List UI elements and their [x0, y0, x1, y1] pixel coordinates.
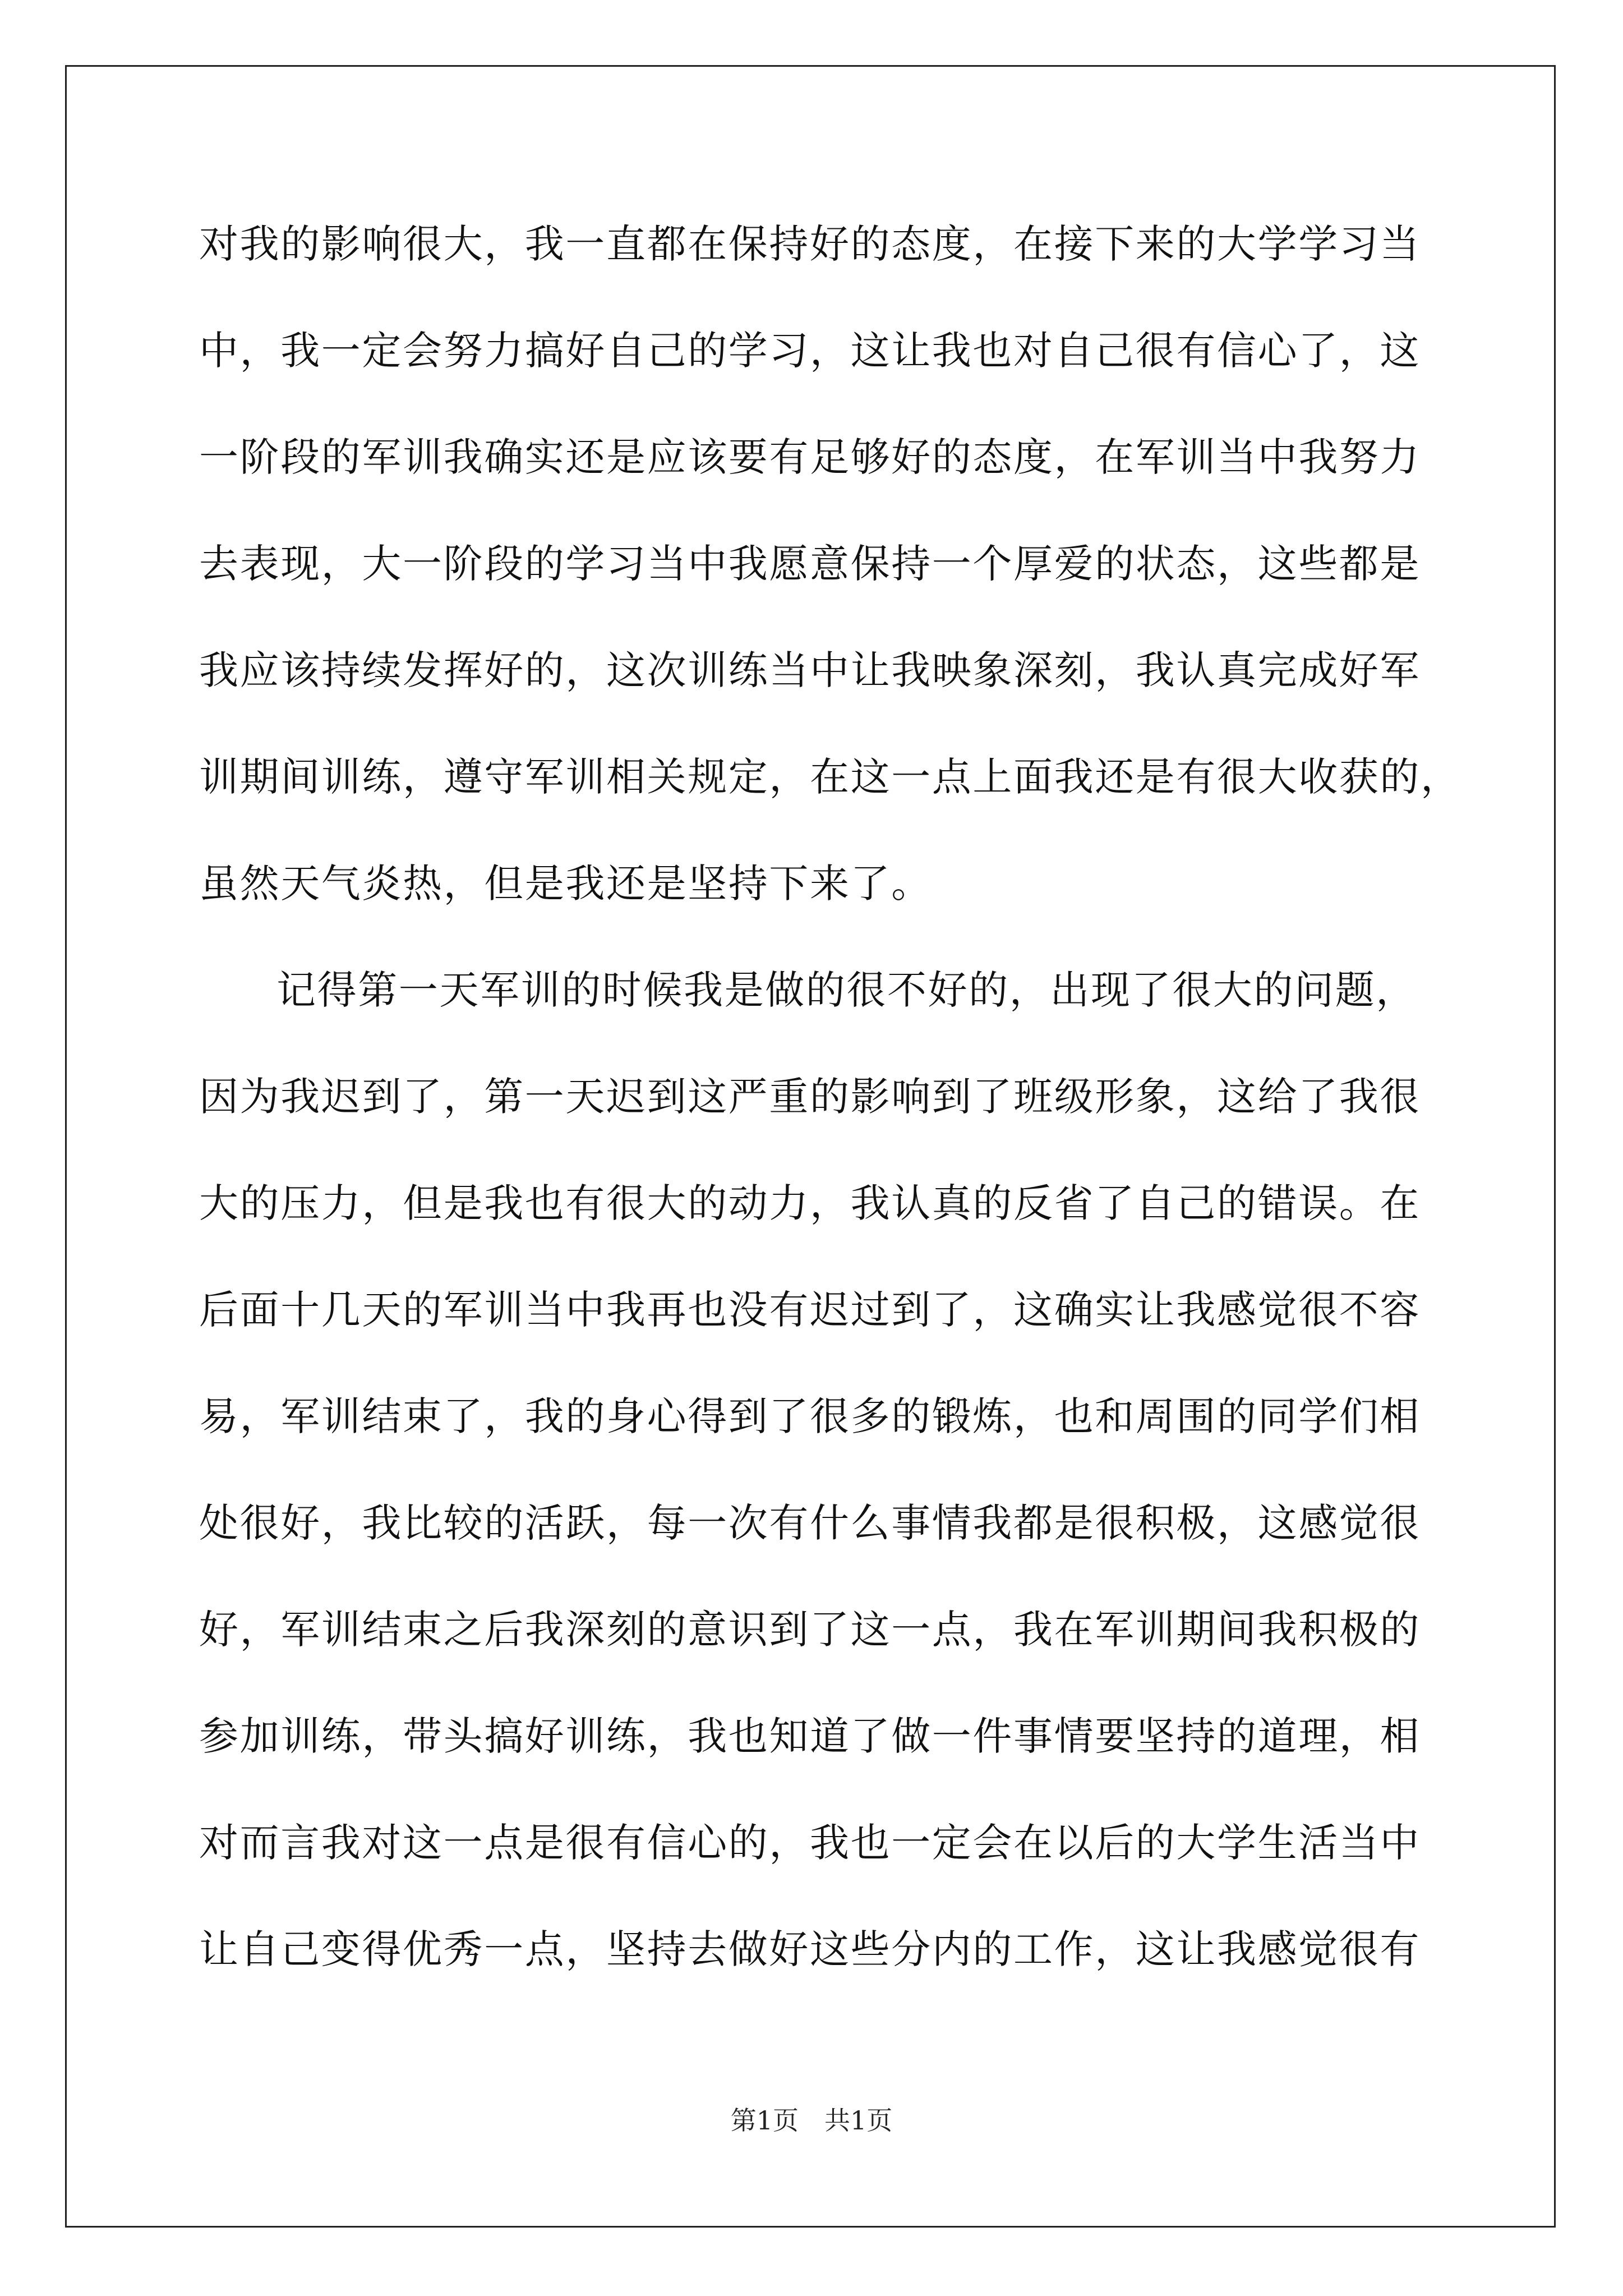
text-line: 后面十几天的军训当中我再也没有迟过到了，这确实让我感觉很不容: [199, 1287, 1421, 1333]
text-line: 大的压力，但是我也有很大的动力，我认真的反省了自己的错误。在: [199, 1180, 1421, 1226]
text-line: 虽然天气炎热，但是我还是坚持下来了。: [199, 861, 932, 907]
text-line: 我应该持续发挥好的，这次训练当中让我映象深刻，我认真完成好军: [199, 647, 1421, 693]
text-line: 对而言我对这一点是很有信心的，我也一定会在以后的大学生活当中: [199, 1820, 1421, 1866]
text-line: 让自己变得优秀一点，坚持去做好这些分内的工作，这让我感觉很有: [199, 1926, 1421, 1972]
text-line: 好，军训结束之后我深刻的意识到了这一点，我在军训期间我积极的: [199, 1607, 1421, 1653]
text-line: 处很好，我比较的活跃，每一次有什么事情我都是很积极，这感觉很: [199, 1500, 1421, 1546]
text-line: 参加训练，带头搞好训练，我也知道了做一件事情要坚持的道理，相: [199, 1713, 1421, 1759]
text-line: 易，军训结束了，我的身心得到了很多的锻炼，也和周围的同学们相: [199, 1393, 1421, 1439]
page-total: 共1页: [824, 2105, 893, 2136]
text-line: 中，我一定会努力搞好自己的学习，这让我也对自己很有信心了，这: [199, 328, 1421, 374]
text-line: 训期间训练，遵守军训相关规定，在这一点上面我还是有很大收获的，: [199, 754, 1461, 800]
text-line: 因为我迟到了，第一天迟到这严重的影响到了班级形象，这给了我很: [199, 1074, 1421, 1120]
page-footer: [0, 2100, 1623, 2137]
text-line: 一阶段的军训我确实还是应该要有足够好的态度，在军训当中我努力: [199, 434, 1421, 480]
page-number: 第1页: [730, 2105, 799, 2136]
text-line: 去表现，大一阶段的学习当中我愿意保持一个厚爱的状态，这些都是: [199, 541, 1421, 587]
text-line: 对我的影响很大，我一直都在保持好的态度，在接下来的大学学习当: [199, 221, 1421, 267]
paragraph-start-line: 记得第一天军训的时候我是做的很不好的，出现了很大的问题，: [276, 967, 1417, 1013]
document-body: [199, 202, 1461, 2014]
